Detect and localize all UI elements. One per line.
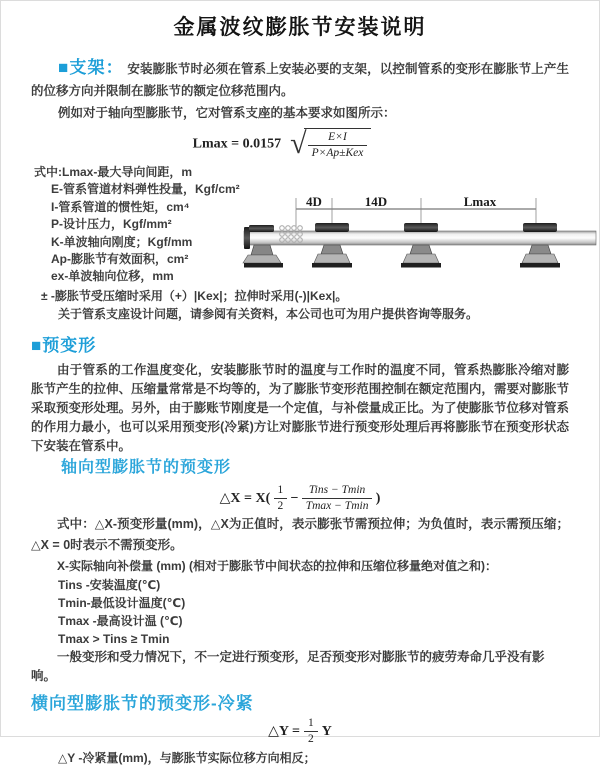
var-line: K-单波轴向刚度；Kgf/mm [51, 234, 193, 249]
axial-note-1: 式中：△X-预变形量(mm)，△X为正值时，表示膨张节需预拉伸；为负值时，表示需预压缩；△X = 0时表示不需预变形。 [31, 516, 569, 552]
lmax-formula-prefix: Lmax = 0.0157 [192, 136, 282, 152]
vars-lead-line: 式中:Lmax-最大导向间距，m [34, 165, 193, 179]
support-intro-text: 安装膨胀节时必须在管系上安装必要的支架，以控制管系的变形在膨胀节上产生的位移方向并限制在膨胀节的额定位移范围内。 [31, 62, 569, 98]
axial-formula-lhs: △X = X( [219, 490, 271, 506]
temp-line: Tmax -最高设计温 (℃) [58, 613, 183, 628]
axial-subsection-header: 轴向型膨胀节的预变形 [61, 458, 232, 476]
radical-sign: √ [290, 127, 307, 160]
temperature-definitions [1, 576, 599, 648]
dim-label-14d: 14D [364, 194, 388, 209]
pipe [244, 231, 596, 245]
lmax-formula-fraction: $\frac{E\times I}{\text{P×Ap±Kex}}$ [308, 131, 368, 160]
temp-line: Tins -安装温度(℃) [58, 577, 161, 592]
temp-line: Tmax > Tins ≥ Tmin [58, 631, 170, 646]
page-title: 金属波纹膨胀节安装说明 [173, 16, 427, 39]
support-paragraph [31, 57, 569, 102]
pipe-support-diagram [244, 193, 596, 275]
lateral-formula-lhs: △Y = [268, 724, 300, 740]
lateral-formula [1, 717, 599, 743]
minus-sign: − [290, 490, 299, 506]
consult-note: 关于管系支座设计问题，请参阅有关资料，本公司也可为用户提供咨询等服务。 [58, 307, 479, 322]
one-half-fraction: $\frac{1}{2}$ [304, 717, 318, 746]
support-example-line: 例如对于轴向型膨胀节，它对管系支座的基本要求如图所示： [58, 106, 396, 120]
temp-line: Tmin-最低设计温度(℃) [58, 595, 186, 610]
var-line: Ap-膨胀节有效面积，cm² [51, 252, 189, 267]
lmax-formula [0, 128, 581, 158]
axial-note-2: X-实际轴向补偿量 (mm) (相对于膨胀节中间状态的拉伸和压缩位移量绝对值之和)： [57, 558, 497, 573]
support-section-header: ■支架： [58, 58, 124, 77]
plusminus-note: ± -膨胀节受压缩时采用（+）|Kex|；拉伸时采用(-)|Kex|。 [41, 288, 348, 303]
var-line: P-设计压力，Kgf/mm² [51, 217, 172, 232]
dim-label-lmax: Lmax [463, 194, 497, 209]
preform-paragraph: 由于管系的工作温度变化，安装膨胀节时的温度与工作时的温度不同，管系热膨胀冷缩对膨胀节产生的拉伸、压缩量常常是不均等的，为了膨胀节变形范围控制在额定范围内，需要对膨胀节采取预变形处理。另外，由于膨账节刚度是一个定值，与补偿量成正比。为了使膨胀节位移对管系的作用力最小，也可以采用预变形(冷紧)方让对膨胀节进行预变形处理后再将膨胀节在预变形状态下安装在管系中。 [31, 362, 569, 453]
right-paren: ) [375, 490, 381, 506]
var-line: I-管系管道的惯性矩，cm⁴ [51, 199, 190, 214]
var-line: ex-单波轴向位移，mm [51, 269, 174, 284]
lateral-note: △Y -冷紧量(mm)，与膨胀节实际位移方向相反； [58, 750, 316, 765]
lateral-formula-rhs: Y [321, 724, 332, 740]
dim-label-4d: 4D [306, 194, 322, 209]
preform-section-header: ■预变形 [31, 335, 97, 355]
temperature-fraction: $\frac{\text{Tins − Tmin}}{Tmax - Tmin}$ [302, 484, 373, 513]
lateral-subsection-header: 横向型膨胀节的预变形-冷紧 [31, 693, 254, 713]
axial-formula [1, 482, 599, 514]
var-line: E-管系管道材料弹性投量，Kgf/cm² [51, 182, 240, 197]
axial-note-3: 一般变形和受力情况下，不一定进行预变形，足否预变形对膨胀节的疲劳寿命几乎没有影响。 [31, 649, 545, 683]
one-half-fraction: $\frac{1}{2}$ [274, 484, 288, 513]
